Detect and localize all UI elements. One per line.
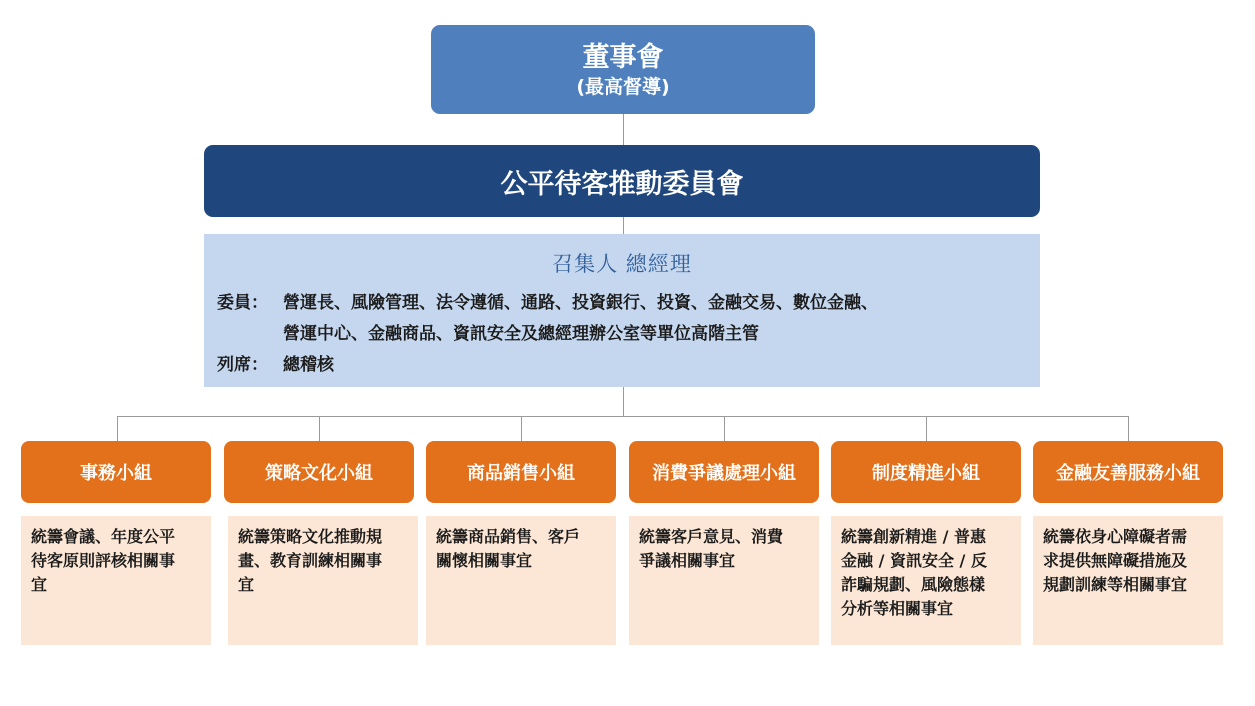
group-desc-1-line-3: 宜	[31, 575, 48, 594]
group-desc-5	[831, 516, 1021, 645]
connector-horizontal-bus	[117, 416, 1129, 417]
committee-members-line-2	[217, 323, 759, 345]
group-desc-4	[629, 516, 819, 645]
connector-group-2	[319, 416, 320, 441]
group-desc-5-line-4: 分析等相關事宜	[841, 599, 954, 618]
group-desc-4-line-2: 爭議相關事宜	[639, 551, 736, 570]
group-header-4	[629, 441, 819, 503]
group-name-1: 事務小組	[80, 463, 152, 484]
connector-members-bus	[623, 387, 624, 417]
connector-group-6	[1128, 416, 1129, 441]
members-panel	[204, 234, 1040, 387]
attendee-line	[217, 354, 334, 376]
connector-board-committee	[623, 114, 624, 145]
attendee-value: 總稽核	[283, 355, 334, 375]
board-title: 董事會	[582, 41, 664, 73]
group-desc-6-line-2: 求提供無障礙措施及	[1043, 551, 1188, 570]
connector-group-3	[521, 416, 522, 441]
group-desc-2	[228, 516, 418, 645]
group-desc-5-line-1: 統籌創新精進 / 普惠	[841, 527, 986, 546]
group-desc-2-line-2: 畫、教育訓練相關事	[238, 551, 383, 570]
group-desc-6-line-3: 規劃訓練等相關事宜	[1043, 575, 1188, 594]
group-name-5: 制度精進小組	[872, 463, 980, 484]
committee-members-label: 委員：	[217, 293, 268, 313]
group-header-3	[426, 441, 616, 503]
group-header-2	[224, 441, 414, 503]
connector-group-5	[926, 416, 927, 441]
committee-title: 公平待客推動委員會	[500, 168, 744, 200]
group-desc-2-line-1: 統籌策略文化推動規	[238, 527, 383, 546]
connector-group-4	[724, 416, 725, 441]
group-desc-3	[426, 516, 616, 645]
convener-text: 召集人 總經理	[552, 252, 692, 276]
group-desc-1	[21, 516, 211, 645]
committee-members-text-2: 營運中心、金融商品、資訊安全及總經理辦公室等單位高階主管	[283, 324, 759, 344]
group-desc-5-line-3: 詐騙規劃、風險態樣	[841, 575, 986, 594]
committee-members-line-1	[217, 292, 878, 314]
attendee-label: 列席：	[217, 355, 268, 375]
group-name-6: 金融友善服務小組	[1056, 463, 1200, 484]
group-name-3: 商品銷售小組	[467, 463, 575, 484]
committee-members-text-1: 營運長、風險管理、法令遵循、通路、投資銀行、投資、金融交易、數位金融、	[283, 293, 878, 313]
group-desc-3-line-1: 統籌商品銷售、客戶	[436, 527, 581, 546]
group-header-5	[831, 441, 1021, 503]
group-desc-5-line-2: 金融 / 資訊安全 / 反	[841, 551, 987, 570]
connector-committee-members	[623, 217, 624, 234]
committee-node	[204, 145, 1040, 217]
board-subtitle: (最高督導)	[576, 75, 670, 98]
connector-group-1	[117, 416, 118, 441]
group-desc-6	[1033, 516, 1223, 645]
group-desc-2-line-3: 宜	[238, 575, 255, 594]
group-name-4: 消費爭議處理小組	[652, 463, 796, 484]
group-desc-1-line-2: 待客原則評核相關事	[31, 551, 176, 570]
board-node	[431, 25, 815, 114]
group-desc-1-line-1: 統籌會議、年度公平	[31, 527, 176, 546]
group-header-6	[1033, 441, 1223, 503]
group-desc-4-line-1: 統籌客戶意見、消費	[639, 527, 784, 546]
group-desc-3-line-2: 關懷相關事宜	[436, 551, 533, 570]
group-header-1	[21, 441, 211, 503]
group-name-2: 策略文化小組	[265, 463, 373, 484]
group-desc-6-line-1: 統籌依身心障礙者需	[1043, 527, 1188, 546]
